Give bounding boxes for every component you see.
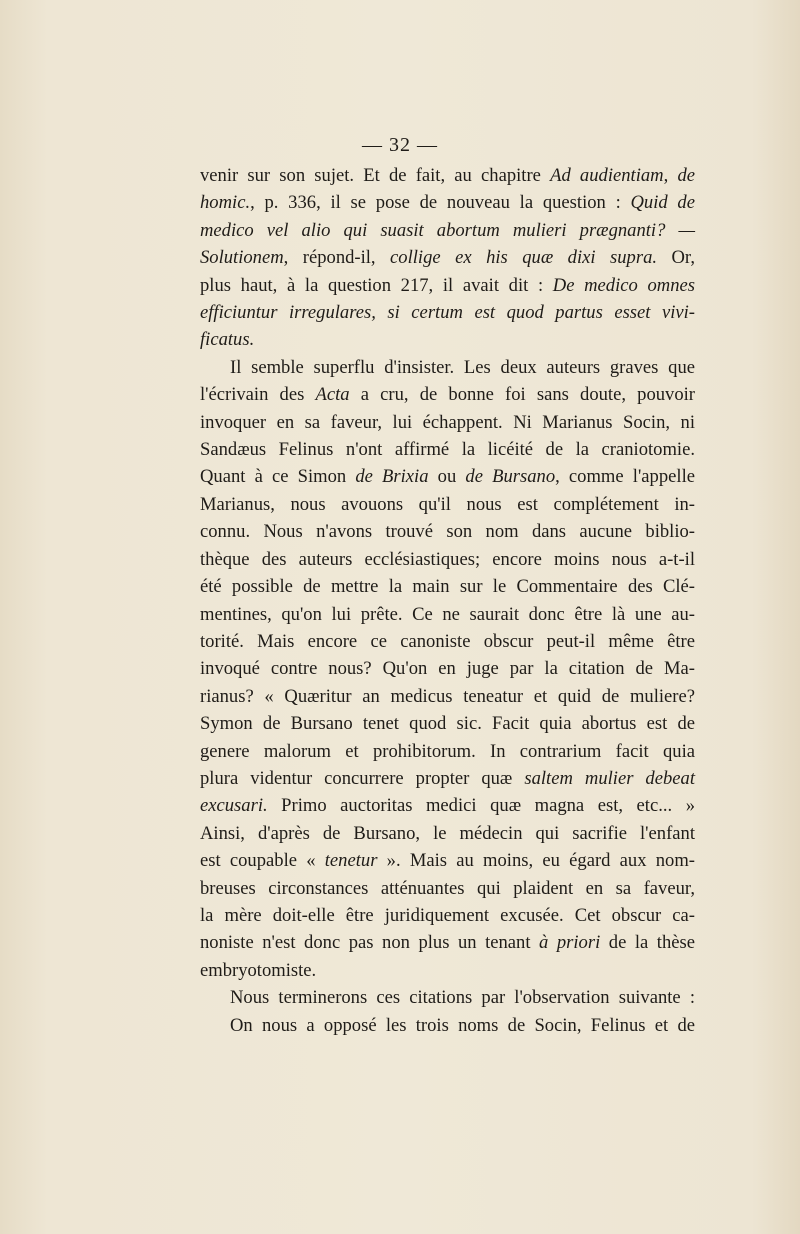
- text-line: [200, 847, 695, 874]
- text-line: [200, 984, 695, 1011]
- italic-text: de Brixia: [355, 466, 429, 488]
- italic-text: de Bursano: [465, 466, 556, 488]
- text-run: Symon de Bursano tenet quod sic. Facit quia abortus est de: [200, 713, 695, 735]
- text-run: On nous a opposé les trois noms de Socin, Felinus et de: [230, 1014, 695, 1036]
- text-line: [200, 792, 695, 819]
- text-run: connu. Nous n'avons trouvé son nom dans aucune biblio-: [200, 521, 695, 543]
- text-run: Ainsi, d'après de Bursano, le médecin qui sacrifie l'enfant: [200, 822, 695, 844]
- text-line: [200, 162, 695, 189]
- text-run: breuses circonstances atténuantes qui plaident en sa faveur,: [200, 877, 695, 899]
- text-run: Sandæus Felinus n'ont affirmé la licéité de la craniotomie.: [200, 439, 695, 461]
- text-line: [200, 820, 695, 847]
- text-line: [200, 655, 695, 682]
- text-line: [200, 217, 695, 244]
- text-run: de la thèse: [600, 932, 695, 954]
- text-line: [200, 491, 695, 518]
- text-run: plus haut, à la question 217, il avait dit :: [200, 274, 553, 296]
- text-run: l'écrivain des: [200, 384, 316, 406]
- text-line: [200, 957, 695, 984]
- text-run: Il semble superflu d'insister. Les deux auteurs graves que: [230, 356, 695, 378]
- text-run: Or,: [657, 247, 696, 269]
- text-line: [200, 628, 695, 655]
- text-line: [200, 1012, 695, 1039]
- text-line: [200, 929, 695, 956]
- text-line: [200, 436, 695, 463]
- text-run: invoquer en sa faveur, lui échappent. Ni Marianus Socin, ni: [200, 411, 695, 433]
- text-run: , comme l'appelle: [555, 466, 695, 488]
- text-run: genere malorum et prohibitorum. In contrarium facit quia: [200, 740, 695, 762]
- italic-text: Acta: [315, 384, 350, 406]
- text-run: invoqué contre nous? Qu'on en juge par la citation de Ma-: [200, 658, 695, 680]
- italic-text: collige ex his quæ dixi supra.: [390, 247, 658, 269]
- text-line: [200, 601, 695, 628]
- text-run: Primo auctoritas medici quæ magna est, etc... »: [267, 795, 695, 817]
- text-line: [200, 299, 695, 326]
- text-run: venir sur son sujet. Et de fait, au chapitre: [200, 165, 551, 186]
- text-line: [200, 409, 695, 436]
- text-run: , p. 336, il se pose de nouveau la question :: [250, 192, 631, 214]
- text-line: [200, 765, 695, 792]
- italic-text: Solutionem: [200, 247, 284, 269]
- text-line: [200, 902, 695, 929]
- text-line: [200, 326, 695, 353]
- text-line: [200, 683, 695, 710]
- text-run: , répond-il,: [283, 247, 391, 269]
- text-run: torité. Mais encore ce canoniste obscur peut-il même être: [200, 630, 695, 652]
- text-run: est coupable «: [200, 850, 325, 872]
- text-line: [200, 463, 695, 490]
- text-line: [200, 573, 695, 600]
- italic-text: Quid de: [630, 192, 695, 214]
- text-run: a cru, de bonne foi sans doute, pouvoir: [349, 384, 696, 406]
- text-line: [200, 875, 695, 902]
- text-run: embryotomiste.: [200, 959, 317, 981]
- text-run: rianus? « Quæritur an medicus teneatur et quid de muliere?: [200, 685, 695, 707]
- page-number: — 32 —: [362, 134, 438, 156]
- text-run: Nous terminerons ces citations par l'observation suivante :: [230, 987, 695, 1009]
- text-line: [200, 272, 695, 299]
- text-line: [200, 738, 695, 765]
- text-run: Marianus, nous avouons qu'il nous est complétement in-: [200, 493, 695, 515]
- text-line: [200, 381, 695, 408]
- text-run: thèque des auteurs ecclésiastiques; encore moins nous a-t-il: [200, 548, 695, 570]
- italic-text: saltem mulier debeat: [524, 767, 695, 789]
- italic-text: tenetur: [324, 850, 378, 872]
- text-line: [200, 710, 695, 737]
- text-run: ,: [663, 165, 678, 186]
- italic-text: efficiuntur irregulares, si certum est quod partus esset vivi-: [200, 302, 695, 324]
- italic-text: Ad audientiam: [550, 165, 664, 186]
- text-run: ou: [428, 466, 466, 488]
- text-line: [200, 546, 695, 573]
- text-line: [200, 189, 695, 216]
- text-run: Quant à ce Simon: [200, 466, 356, 488]
- italic-text: excusari.: [200, 795, 268, 817]
- text-run: mentines, qu'on lui prête. Ce ne saurait donc être là une au-: [200, 603, 695, 625]
- text-line: [200, 518, 695, 545]
- text-run: plura videntur concurrere propter quæ: [200, 767, 525, 789]
- italic-text: de: [677, 165, 695, 186]
- italic-text: à priori: [539, 932, 601, 954]
- text-run: la mère doit-elle être juridiquement excusée. Cet obscur ca-: [200, 904, 695, 926]
- italic-text: homic.: [200, 192, 251, 214]
- text-line: [200, 244, 695, 271]
- body-text: [200, 162, 695, 1039]
- italic-text: medico vel alio qui suasit abortum mulieri prægnanti? —: [200, 219, 695, 241]
- text-run: été possible de mettre la main sur le Commentaire des Clé-: [200, 576, 695, 598]
- text-run: noniste n'est donc pas non plus un tenant: [200, 932, 540, 954]
- italic-text: De medico omnes: [552, 274, 695, 296]
- text-run: ». Mais au moins, eu égard aux nom-: [377, 850, 695, 872]
- italic-text: ficatus.: [200, 329, 255, 351]
- text-line: [200, 354, 695, 381]
